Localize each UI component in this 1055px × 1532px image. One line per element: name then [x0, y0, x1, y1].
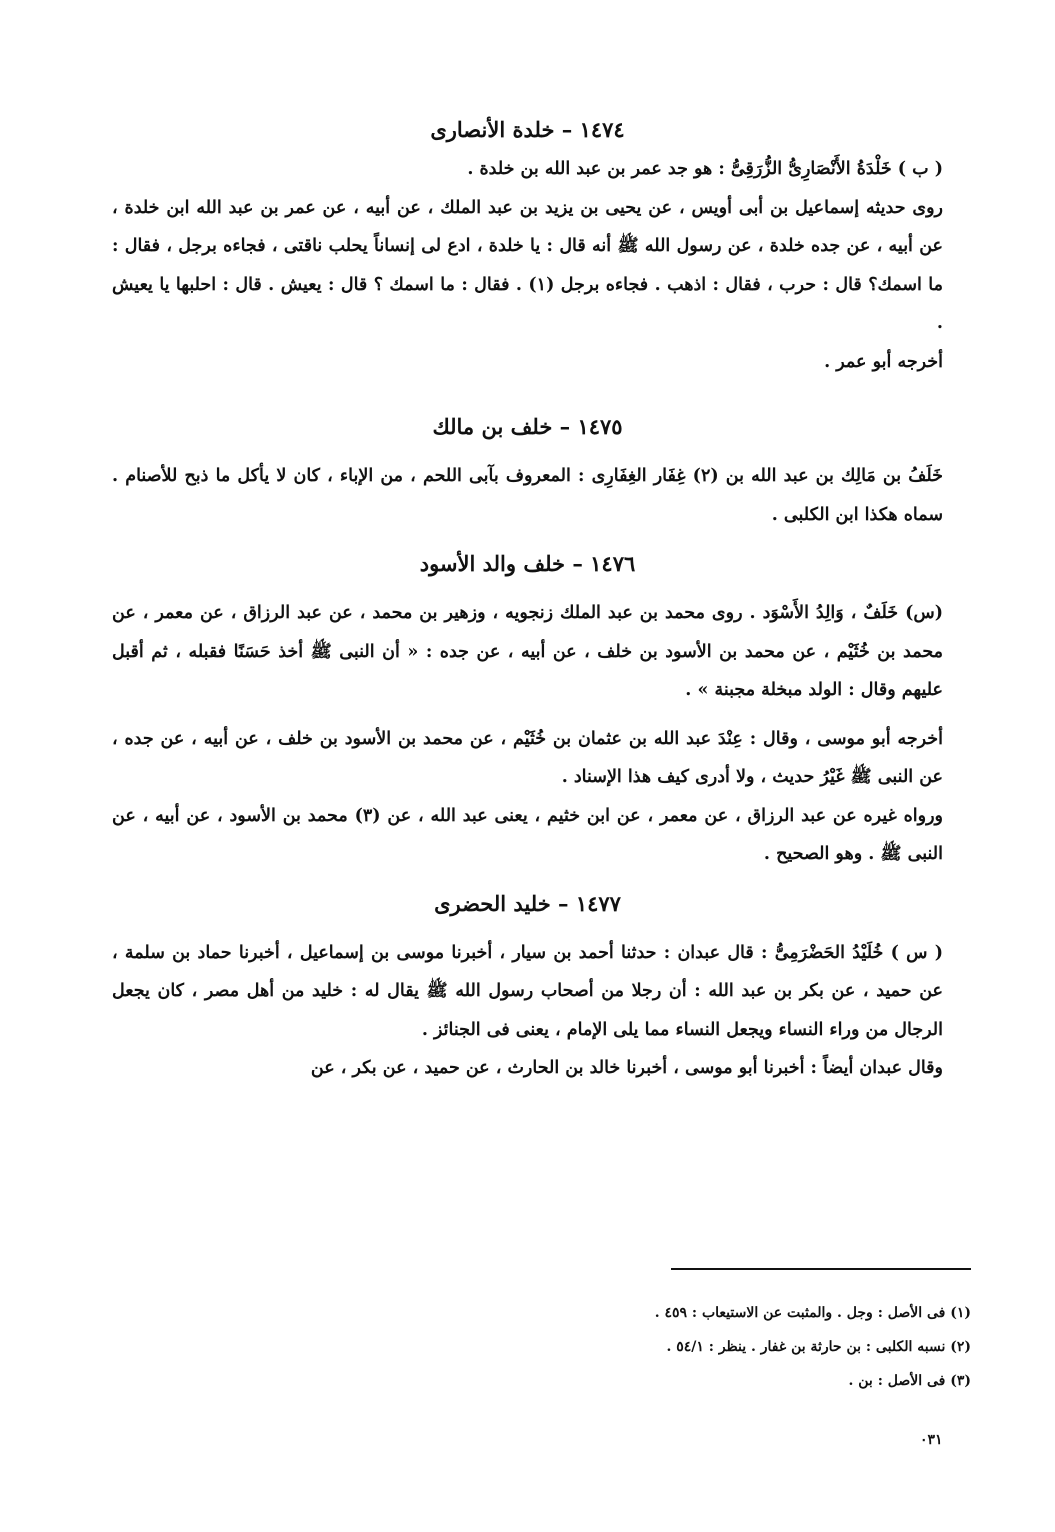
section-paragraph: روى حديثه إسماعيل بن أبى أويس ، عن يحيى بن يزيد بن عبد الملك ، عن أبيه ، عن عمر بن عبد الله ابن خلدة ، عن أبيه ، عن جده خلدة ، عن رسول الله ﷺ أنه قال : يا خلدة ، ادع لى إنساناً يحلب ناقتى ، فجاءه برجل ، فقال : ما اسمك؟ قال : حرب ، فقال : اذهب . فجاءه برجل (١) . فقال : ما اسمك ؟ قال : يعيش . قال : احلبها يا يعيش .: [112, 197, 943, 333]
section-paragraph: أخرجه أبو موسى ، وقال : عِنْدَ عبد الله بن عثمان بن خُثَيْم ، عن محمد بن الأسود بن خلف ، عن أبيه ، عن جده ، عن النبى ﷺ غَيْرُ حديث ، ولا أدرى كيف هذا الإسناد .: [112, 728, 943, 787]
section-heading-1476: ١٤٧٦ – خلف والد الأسود: [419, 551, 636, 576]
section-paragraph: وقال عبدان أيضاً : أخبرنا أبو موسى ، أخبرنا خالد بن الحارث ، عن حميد ، عن بكر ، عن: [310, 1058, 943, 1078]
section-heading-1475: ١٤٧٥ – خلف بن مالك: [432, 414, 623, 439]
section-paragraph: خَلَفُ بن مَالِك بن عبد الله بن (٢) غِفَار الغِفَارِى : المعروف بآبى اللحم ، من الإباء ، كان لا يأكل ما ذبح للأصنام . سماه هكذا ابن الكلبى .: [112, 466, 943, 525]
page-body: [112, 110, 943, 1088]
footnote-divider: [671, 1268, 971, 1270]
footnotes: [371, 1296, 971, 1398]
section-paragraph: ( س ) خُلَيْدُ الحَضْرَمِىُّ : قال عبدان : حدثنا أحمد بن سيار ، أخبرنا موسى بن إسماعيل ، أخبرنا حماد بن سلمة ، عن حميد ، عن بكر بن عبد الله : أن رجلا من أصحاب رسول الله ﷺ يقال له : خليد من أهل مصر ، كان يجعل الرجال من وراء النساء ويجعل النساء مما يلى الإمام ، يعنى فى الجنائز .: [112, 942, 943, 1040]
page-number: ٠٣١: [920, 1432, 943, 1448]
section-paragraph: ورواه غيره عن عبد الرزاق ، عن معمر ، عن ابن خثيم ، يعنى عبد الله ، عن (٣) محمد بن الأسود ، عن أبيه ، عن النبى ﷺ . وهو الصحيح .: [112, 805, 944, 864]
section-paragraph: أخرجه أبو عمر .: [824, 351, 943, 372]
section-paragraph: (س) خَلَفٌ ، وَالِدُ الأَسْوَد . روى محمد بن عبد الملك زنجويه ، وزهير بن محمد ، عن عبد الرزاق ، عن معمر ، عن محمد بن خُثَيْم ، عن محمد بن الأسود بن خلف ، عن أبيه ، عن جده : « أن النبى ﷺ أخذ حَسَنًا فقبله ، ثم أقبل عليهم وقال : الولد مبخلة مجبنة » .: [112, 603, 943, 700]
footnote-1: (١) فى الأصل : وجل . والمثبت عن الاستيعاب : ٤٥٩ .: [654, 1305, 971, 1321]
footnote-2: (٢) نسبه الكلبى : بن حارثة بن غفار . ينظر : ٥٤/١ .: [666, 1339, 971, 1355]
section-paragraph: ( ب ) خَلْدَةُ الأَنْصَارِىُّ الزُّرَقِىُّ : هو جد عمر بن عبد الله بن خلدة .: [467, 159, 943, 179]
footnote-3: (٣) فى الأصل : بن .: [848, 1373, 971, 1389]
section-heading-1474: ١٤٧٤ – خلدة الأنصارى: [430, 117, 625, 142]
section-heading-1477: ١٤٧٧ – خليد الحضرى: [434, 890, 621, 916]
